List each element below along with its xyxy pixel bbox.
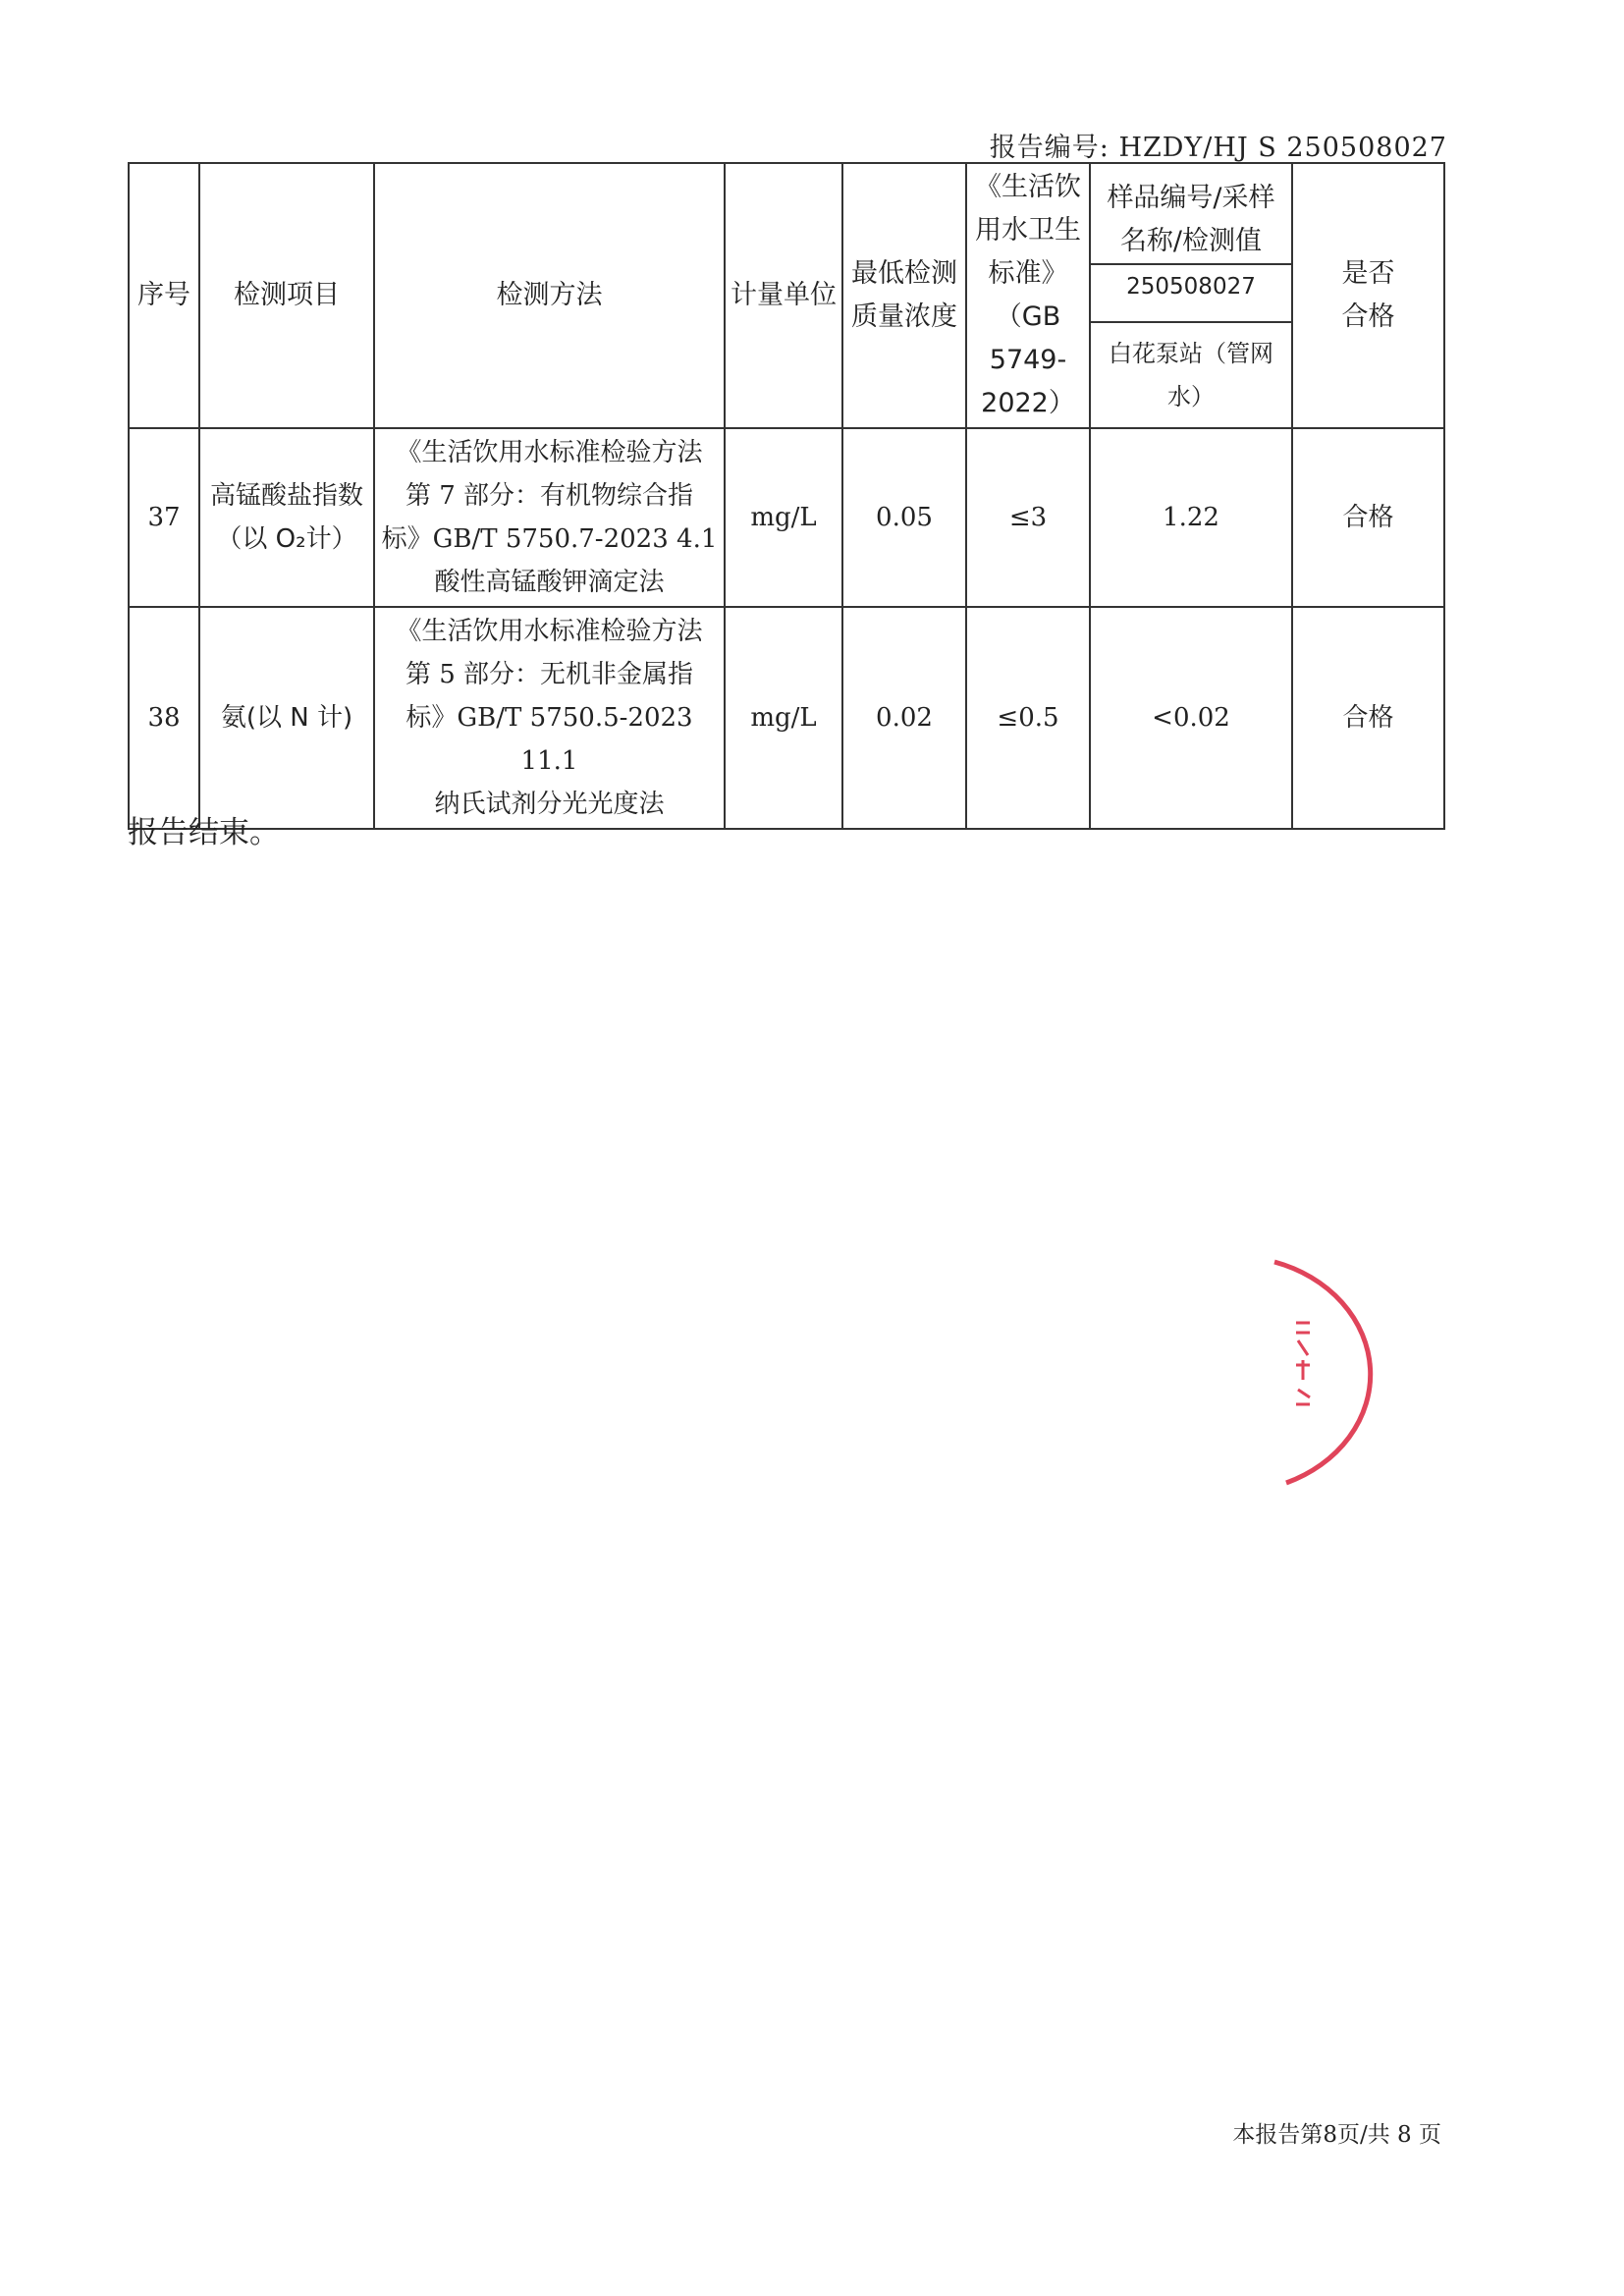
header-sample bbox=[1090, 163, 1292, 322]
header-std-line2: 用水卫生 bbox=[975, 215, 1081, 246]
cell-pass: 合格 bbox=[1292, 607, 1444, 829]
cell-method-line2: 第 7 部分：有机物综合指 bbox=[405, 481, 694, 511]
cell-min-conc: 0.02 bbox=[842, 607, 966, 829]
header-seq: 序号 bbox=[129, 163, 199, 428]
header-unit: 计量单位 bbox=[725, 163, 842, 428]
header-sample-line1: 样品编号/采样 bbox=[1107, 182, 1275, 213]
cell-method-line4: 纳氏试剂分光光度法 bbox=[434, 790, 665, 819]
cell-unit: mg/L bbox=[725, 607, 842, 829]
cell-method bbox=[374, 607, 725, 829]
cell-item-line1: 高锰酸盐指数 bbox=[209, 481, 363, 511]
report-end-note: 报告结束。 bbox=[128, 815, 280, 850]
page-footer: 本报告第8页/共 8 页 bbox=[1232, 2122, 1441, 2148]
header-std-line3: 标准》 bbox=[988, 258, 1068, 289]
header-pass-line2: 合格 bbox=[1341, 301, 1395, 332]
cell-item-line1: 氨(以 N 计) bbox=[220, 703, 353, 733]
header-sample-name-line1: 白花泵站（管网 bbox=[1109, 339, 1273, 367]
cell-method-line3: 标》GB/T 5750.5-2023 11.1 bbox=[406, 703, 693, 776]
header-pass-line1: 是否 bbox=[1341, 258, 1395, 289]
report-number: 报告编号: HZDY/HJ S 250508027 bbox=[989, 133, 1447, 163]
header-sample-line2: 名称/检测值 bbox=[1119, 225, 1263, 256]
cell-min-conc: 0.05 bbox=[842, 428, 966, 607]
header-pass bbox=[1292, 163, 1444, 428]
header-std-line4: （GB bbox=[995, 301, 1061, 332]
cell-item bbox=[199, 607, 374, 829]
header-sample-name-line2: 水） bbox=[1167, 382, 1215, 410]
cell-value: 1.22 bbox=[1090, 428, 1292, 607]
table-row bbox=[129, 428, 1444, 607]
cell-method-line3: 标》GB/T 5750.7-2023 4.1 bbox=[381, 524, 718, 554]
header-sample-id: 250508027 bbox=[1091, 263, 1291, 308]
header-sample-name bbox=[1090, 322, 1292, 428]
header-item: 检测项目 bbox=[199, 163, 374, 428]
header-std-line5: 5749- bbox=[989, 345, 1067, 375]
header-min-conc-line2: 质量浓度 bbox=[851, 301, 957, 332]
header-std-line6: 2022） bbox=[981, 388, 1075, 418]
cell-method bbox=[374, 428, 725, 607]
table-header-row bbox=[129, 163, 1444, 322]
cell-item bbox=[199, 428, 374, 607]
results-table bbox=[128, 162, 1445, 830]
cell-standard: ≤3 bbox=[966, 428, 1090, 607]
cell-method-line2: 第 5 部分：无机非金属指 bbox=[405, 660, 694, 689]
header-min-conc bbox=[842, 163, 966, 428]
cell-method-line1: 《生活饮用水标准检验方法 bbox=[396, 438, 703, 467]
header-method: 检测方法 bbox=[374, 163, 725, 428]
cell-standard: ≤0.5 bbox=[966, 607, 1090, 829]
cell-value: <0.02 bbox=[1090, 607, 1292, 829]
table-row bbox=[129, 607, 1444, 829]
cell-seq: 37 bbox=[129, 428, 199, 607]
cell-method-line4: 酸性高锰酸钾滴定法 bbox=[434, 568, 665, 597]
header-min-conc-line1: 最低检测 bbox=[851, 258, 957, 289]
cell-pass: 合格 bbox=[1292, 428, 1444, 607]
header-std-line1: 《生活饮 bbox=[975, 172, 1081, 202]
header-standard bbox=[966, 163, 1090, 428]
seal-stamp-icon bbox=[1267, 1242, 1404, 1498]
cell-seq: 38 bbox=[129, 607, 199, 829]
cell-item-line2: （以 O₂计） bbox=[216, 524, 357, 554]
cell-method-line1: 《生活饮用水标准检验方法 bbox=[396, 617, 703, 646]
cell-unit: mg/L bbox=[725, 428, 842, 607]
